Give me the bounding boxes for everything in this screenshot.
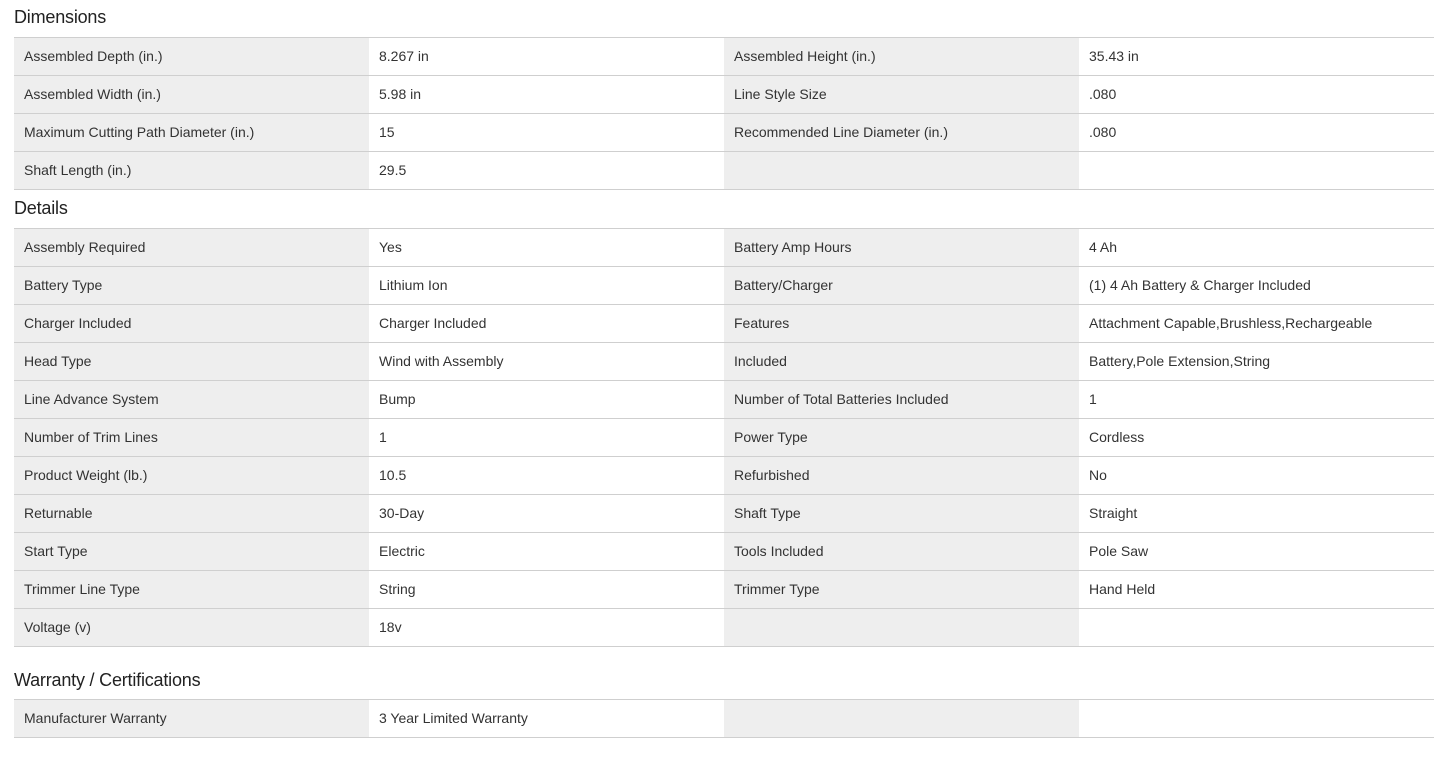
spec-label: Features <box>724 305 1079 342</box>
table-row <box>14 267 1434 305</box>
spec-label: Battery Type <box>14 267 369 304</box>
spec-value: 30-Day <box>369 495 724 532</box>
table-row <box>14 700 1434 738</box>
spec-label: Charger Included <box>14 305 369 342</box>
spec-label: Head Type <box>14 343 369 380</box>
spec-label: Battery Amp Hours <box>724 229 1079 266</box>
spec-label: Assembled Height (in.) <box>724 38 1079 75</box>
spec-value: Battery,Pole Extension,String <box>1079 343 1434 380</box>
spec-value: 3 Year Limited Warranty <box>369 700 724 737</box>
spec-value: Straight <box>1079 495 1434 532</box>
spec-label: Returnable <box>14 495 369 532</box>
table-row <box>14 343 1434 381</box>
table-row <box>14 76 1434 114</box>
spec-label: Line Advance System <box>14 381 369 418</box>
spec-label: Shaft Type <box>724 495 1079 532</box>
table-row <box>14 305 1434 343</box>
spec-value: Pole Saw <box>1079 533 1434 570</box>
spec-label: Number of Total Batteries Included <box>724 381 1079 418</box>
table-row <box>14 533 1434 571</box>
section-title-details: Details <box>14 198 68 218</box>
spec-value: 8.267 in <box>369 38 724 75</box>
spec-label: Power Type <box>724 419 1079 456</box>
spec-value-empty <box>1079 700 1434 737</box>
spec-value: Yes <box>369 229 724 266</box>
details-table <box>14 228 1434 647</box>
spec-value: 35.43 in <box>1079 38 1434 75</box>
spec-label: Assembled Width (in.) <box>14 76 369 113</box>
spec-label: Assembled Depth (in.) <box>14 38 369 75</box>
spec-value: 4 Ah <box>1079 229 1434 266</box>
spec-label-empty <box>724 152 1079 189</box>
table-row <box>14 38 1434 76</box>
spec-label: Number of Trim Lines <box>14 419 369 456</box>
spec-label: Line Style Size <box>724 76 1079 113</box>
spec-value: Charger Included <box>369 305 724 342</box>
spec-label: Battery/Charger <box>724 267 1079 304</box>
table-row <box>14 571 1434 609</box>
spec-label: Maximum Cutting Path Diameter (in.) <box>14 114 369 151</box>
warranty-section <box>14 665 1434 738</box>
spec-label: Included <box>724 343 1079 380</box>
spec-value: .080 <box>1079 76 1434 113</box>
spec-value: Cordless <box>1079 419 1434 456</box>
table-row <box>14 229 1434 267</box>
spec-label: Trimmer Line Type <box>14 571 369 608</box>
spec-label: Manufacturer Warranty <box>14 700 369 737</box>
table-row <box>14 609 1434 647</box>
spec-value: String <box>369 571 724 608</box>
spec-value-empty <box>1079 152 1434 189</box>
section-title-warranty: Warranty / Certifications <box>14 670 201 690</box>
spec-value: Bump <box>369 381 724 418</box>
spec-label: Trimmer Type <box>724 571 1079 608</box>
spec-value: Hand Held <box>1079 571 1434 608</box>
spec-label: Shaft Length (in.) <box>14 152 369 189</box>
table-row <box>14 419 1434 457</box>
spec-label-empty <box>724 609 1079 646</box>
spec-value: Electric <box>369 533 724 570</box>
table-row <box>14 457 1434 495</box>
spec-label: Product Weight (lb.) <box>14 457 369 494</box>
spec-label: Refurbished <box>724 457 1079 494</box>
spec-label-empty <box>724 700 1079 737</box>
spec-value: 10.5 <box>369 457 724 494</box>
table-row <box>14 381 1434 419</box>
spec-label: Tools Included <box>724 533 1079 570</box>
spec-value: 29.5 <box>369 152 724 189</box>
spec-value: Lithium Ion <box>369 267 724 304</box>
table-row <box>14 152 1434 190</box>
spec-value: (1) 4 Ah Battery & Charger Included <box>1079 267 1434 304</box>
specifications-page <box>14 0 1434 738</box>
spec-value: 5.98 in <box>369 76 724 113</box>
table-row <box>14 114 1434 152</box>
spec-label: Start Type <box>14 533 369 570</box>
dimensions-table <box>14 37 1434 190</box>
spec-label: Recommended Line Diameter (in.) <box>724 114 1079 151</box>
spec-value-empty <box>1079 609 1434 646</box>
spec-value: Wind with Assembly <box>369 343 724 380</box>
spec-label: Assembly Required <box>14 229 369 266</box>
spec-value: Attachment Capable,Brushless,Rechargeable <box>1079 305 1434 342</box>
spec-value: .080 <box>1079 114 1434 151</box>
spec-value: 15 <box>369 114 724 151</box>
section-title-dimensions: Dimensions <box>14 7 107 27</box>
spec-value: 1 <box>369 419 724 456</box>
spec-label: Voltage (v) <box>14 609 369 646</box>
table-row <box>14 495 1434 533</box>
spec-value: 18v <box>369 609 724 646</box>
warranty-table <box>14 699 1434 738</box>
spec-value: 1 <box>1079 381 1434 418</box>
spec-value: No <box>1079 457 1434 494</box>
